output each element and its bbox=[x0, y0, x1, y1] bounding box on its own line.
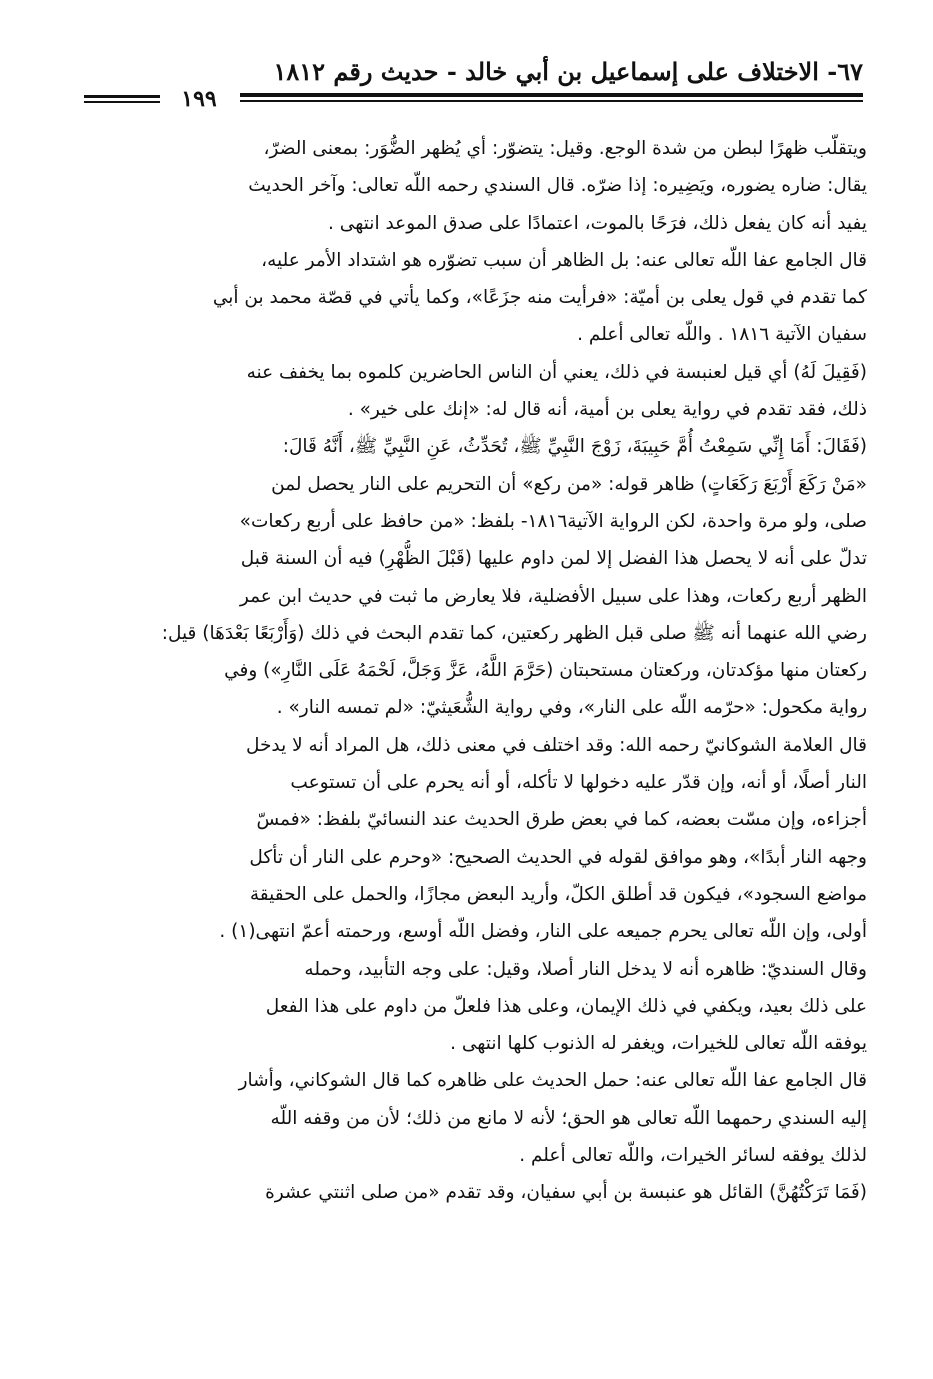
text-line: وجهه النار أبدًا»، وهو موافق لقوله في الحديث الصحيح: «وحرم على النار أن تأكل bbox=[249, 846, 867, 868]
header-rule-thick bbox=[240, 93, 863, 97]
text-line: «مَنْ رَكَعَ أَرْبَعَ رَكَعَاتٍ) ظاهر قوله: «من ركع» أن التحريم على النار يحصل لمن bbox=[271, 473, 867, 495]
text-line: قال الجامع عفا اللّه تعالى عنه: حمل الحديث على ظاهره كما قال الشوكاني، وأشار bbox=[238, 1070, 867, 1092]
text-line: وقال السنديّ: ظاهره أنه لا يدخل النار أصلا، وقيل: على وجه التأبيد، وحمله bbox=[304, 958, 867, 980]
text-line: مواضع السجود»، فيكون قد أطلق الكلّ، وأريد البعض مجازًا، والحمل على الحقيقة bbox=[249, 883, 867, 905]
header-rule-thin bbox=[240, 100, 863, 102]
text-line: تدلّ على أنه لا يحصل هذا الفضل إلا لمن داوم عليها (قَبْلَ الظُّهْرِ) فيه أن السنة قبل bbox=[240, 548, 867, 570]
text-line: صلى، ولو مرة واحدة، لكن الرواية الآتية١٨١٦- بلفظ: «من حافظ على أربع ركعات» bbox=[239, 510, 867, 532]
text-line: كما تقدم في قول يعلى بن أميّة: «فرأيت منه جزَعًا»، وكما يأتي في قصّة محمد بن أبي bbox=[212, 287, 867, 309]
text-line: ويتقلّب ظهرًا لبطن من شدة الوجع. وقيل: يتضوّر: أي يُظهر الضُّوَر: بمعنى الضرّ، bbox=[263, 138, 867, 159]
text-line: سفيان الآتية ١٨١٦ . واللّه تعالى أعلم . bbox=[577, 324, 867, 346]
text-line: إليه السندي رحمهما اللّه تعالى هو الحق؛ لأنه لا مانع من ذلك؛ لأن من وقفه اللّه bbox=[270, 1107, 867, 1129]
text-line: أولى، وإن اللّه تعالى يحرم جميعه على النار، وفضل اللّه أوسع، ورحمته أعمّ انتهى(١) . bbox=[219, 921, 867, 943]
text-line: (فَقِيلَ لَهُ) أي قيل لعنبسة في ذلك، يعني أن الناس الحاضرين كلموه بما يخفف عنه bbox=[246, 361, 867, 383]
text-line: أجزاءه، وإن مسّت بعضه، كما في بعض طرق الحديث عند النسائيّ بلفظ: «فمسّ bbox=[256, 809, 867, 831]
page-number: ١٩٩ bbox=[181, 86, 217, 112]
page-number-rule-thin bbox=[84, 101, 160, 103]
text-line: (فَمَا تَرَكْتُهُنَّ) القائل هو عنبسة بن أبي سفيان، وقد تقدم «من صلى اثنتي عشرة bbox=[265, 1182, 867, 1204]
text-line: على ذلك بعيد، ويكفي في ذلك الإيمان، وعلى هذا فلعلّ من داوم على هذا الفعل bbox=[265, 995, 867, 1017]
text-line: يوفقه اللّه تعالى للخيرات، ويغفر له الذنوب كلها انتهى . bbox=[450, 1033, 867, 1055]
text-line: (فَقَالَ: أَمَا إِنِّي سَمِعْتُ أُمَّ حَبِيبَةَ، زَوْجَ النَّبِيِّ ﷺ، تُحَدِّثُ، عَنِ النَّبِيِّ ﷺ، أَنَّهُ قَالَ: bbox=[282, 436, 867, 458]
body-text bbox=[82, 130, 867, 1212]
text-line: ذلك، فقد تقدم في رواية يعلى بن أمية، أنه قال له: «إنك على خير» . bbox=[347, 399, 867, 421]
text-line: ركعتان منها مؤكدتان، وركعتان مستحبتان (حَرَّمَ اللَّهُ، عَزَّ وَجَلَّ، لَحْمَهُ عَلَى النَّارِ») وفي bbox=[224, 660, 867, 682]
text-line: رواية مكحول: «حرّمه اللّه على النار»، وفي رواية الشُّعَيثيّ: «لم تمسه النار» . bbox=[276, 697, 867, 719]
text-line: لذلك يوفقه لسائر الخيرات، واللّه تعالى أعلم . bbox=[519, 1145, 867, 1167]
running-header: ٦٧- الاختلاف على إسماعيل بن أبي خالد - حديث رقم ١٨١٢ bbox=[273, 57, 863, 86]
text-line: رضي الله عنهما أنه ﷺ صلى قبل الظهر ركعتين، كما تقدم البحث في ذلك (وَأَرْبَعًا بَعْدَهَا) قيل: bbox=[161, 622, 867, 644]
text-line: يقال: ضاره يضوره، ويَضِيره: إذا ضرّه. قال السندي رحمه اللّه تعالى: وآخر الحديث bbox=[248, 175, 867, 197]
text-line: قال الجامع عفا اللّه تعالى عنه: بل الظاهر أن سبب تضوّره هو اشتداد الأمر عليه، bbox=[261, 249, 867, 271]
text-line: يفيد أنه كان يفعل ذلك، فرَحًا بالموت، اعتمادًا على صدق الموعد انتهى . bbox=[328, 212, 867, 234]
text-line: قال العلامة الشوكانيّ رحمه الله: وقد اختلف في معنى ذلك، هل المراد أنه لا يدخل bbox=[245, 734, 867, 756]
text-line: الظهر أربع ركعات، وهذا على سبيل الأفضلية، فلا يعارض ما ثبت في حديث ابن عمر bbox=[239, 585, 867, 607]
text-line: النار أصلًا، أو أنه، وإن قدّر عليه دخولها لا تأكله، أو أنه يحرم على أن تستوعب bbox=[290, 772, 867, 794]
page-number-rule-thick bbox=[84, 95, 160, 98]
